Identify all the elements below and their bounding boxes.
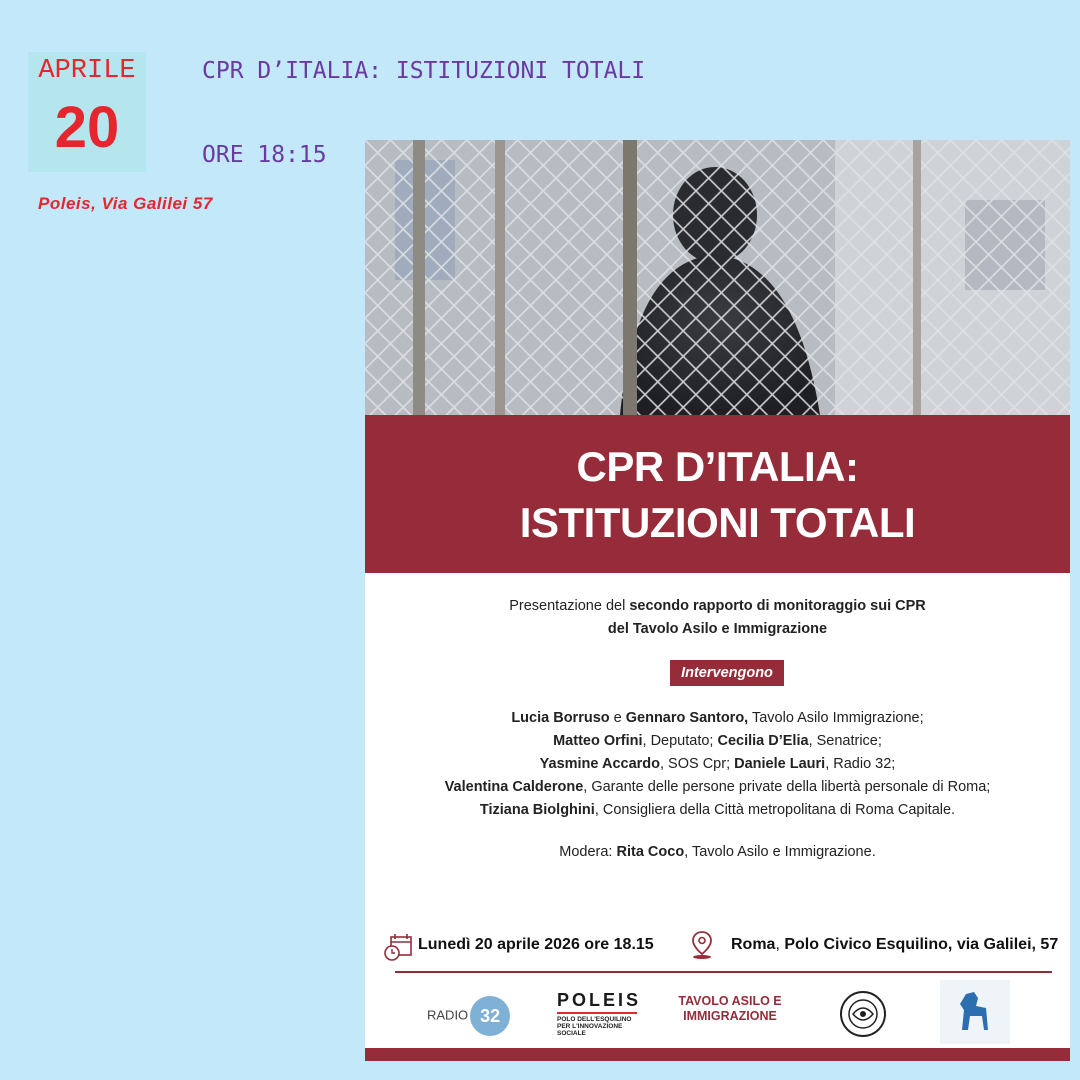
poster-footer-bar xyxy=(365,1048,1070,1061)
poster-banner xyxy=(365,415,1070,573)
moderator-line: Modera: Rita Coco, Tavolo Asilo e Immigrazione. xyxy=(559,844,876,860)
horse-logo xyxy=(940,980,1010,1044)
poster-intro xyxy=(365,595,1070,641)
map-pin-icon xyxy=(689,930,715,965)
event-time: ORE 18:15 xyxy=(202,142,327,168)
tavolo-logo: TAVOLO ASILO E IMMIGRAZIONE xyxy=(678,994,782,1023)
intro-organizer: del Tavolo Asilo e Immigrazione xyxy=(607,621,828,637)
event-poster xyxy=(365,140,1070,1061)
event-info-row xyxy=(383,930,1070,964)
date-badge xyxy=(28,52,146,172)
collettivo-logo xyxy=(835,984,891,1049)
calendar-icon xyxy=(383,932,413,967)
poster-title-line2: ISTITUZIONI TOTALI xyxy=(519,499,916,546)
intro-report: secondo rapporto di monitoraggio sui CPR xyxy=(629,598,926,614)
poster-photo xyxy=(365,140,1070,415)
intro-prefix: Presentazione del xyxy=(509,598,630,614)
speakers-tag: Intervengono xyxy=(670,660,784,686)
event-title: CPR D’ITALIA: ISTITUZIONI TOTALI xyxy=(202,58,646,84)
speaker-line: Matteo Orfini, Deputato; Cecilia D’Elia, Senatrice; xyxy=(553,733,882,749)
divider xyxy=(395,971,1052,973)
poleis-logo: POLEIS POLO DELL'ESQUILINO PER L'INNOVAZIONE SOCIALE xyxy=(557,990,642,1037)
partner-logos xyxy=(365,982,1070,1050)
poster-date: Lunedì 20 aprile 2026 ore 18.15 xyxy=(418,936,654,953)
radio32-logo: RADIO 32 xyxy=(427,996,510,1036)
poster-location: Roma, Polo Civico Esquilino, via Galilei, 57 xyxy=(731,936,1059,953)
date-month: APRILE xyxy=(38,56,136,86)
speaker-line: Lucia Borruso e Gennaro Santoro, Tavolo Asilo Immigrazione; xyxy=(511,710,924,726)
poster-title-line1: CPR D’ITALIA: xyxy=(576,443,859,490)
date-day: 20 xyxy=(54,95,120,160)
speakers-list xyxy=(365,707,1070,822)
speaker-line: Valentina Calderone, Garante delle persone private della libertà personale di Roma; xyxy=(444,779,991,795)
event-venue: Poleis, Via Galilei 57 xyxy=(38,194,213,213)
speaker-line: Tiziana Biolghini, Consigliera della Città metropolitana di Roma Capitale. xyxy=(479,802,956,818)
speaker-line: Yasmine Accardo, SOS Cpr; Daniele Lauri, Radio 32; xyxy=(539,756,896,772)
